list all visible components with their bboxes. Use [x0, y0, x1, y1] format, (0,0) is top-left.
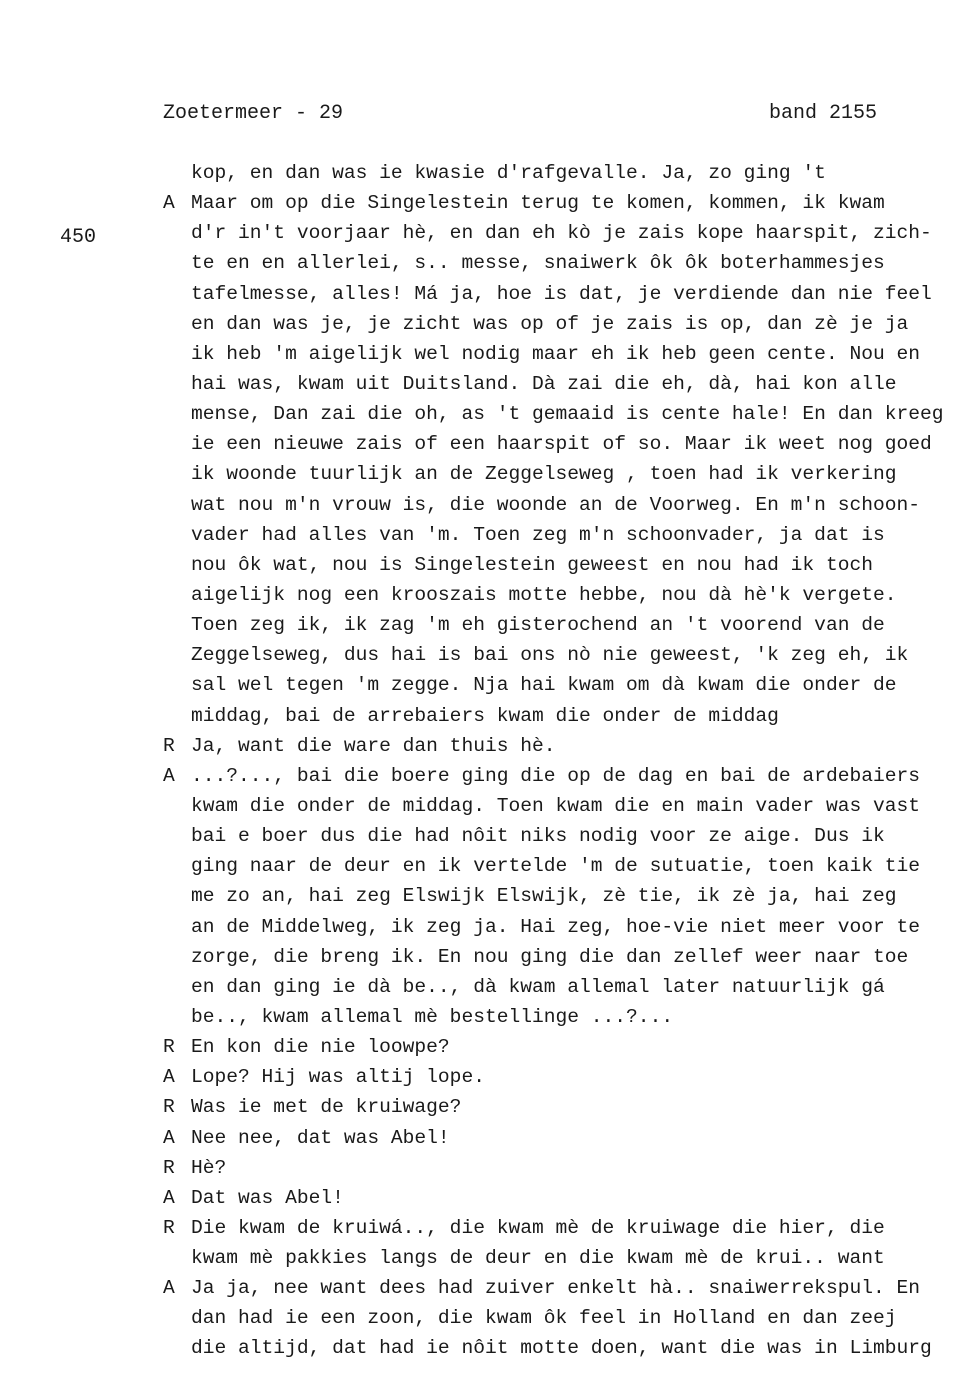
transcript-line — [163, 972, 973, 1002]
speaker-label: A — [163, 764, 175, 787]
transcript-body — [163, 158, 973, 1364]
line-text: bai e boer dus die had nôit niks nodig voor ze aige. Dus ik — [191, 825, 885, 848]
transcript-line — [163, 610, 973, 640]
speaker-label: A — [163, 1277, 175, 1300]
transcript-line — [163, 851, 973, 881]
line-text: Toen zeg ik, ik zag 'm eh gisterochend an 't voorend van de — [191, 614, 885, 637]
speaker-label: R — [163, 1156, 175, 1179]
line-text: Die kwam de kruiwá.., die kwam mè de kruiwage die hier, die — [191, 1216, 885, 1239]
line-text: Was ie met de kruiwage? — [191, 1096, 462, 1119]
transcript-line — [163, 791, 973, 821]
transcript-line — [163, 640, 973, 670]
transcript-line — [163, 731, 973, 761]
transcript-line — [163, 1243, 973, 1273]
line-text: tafelmesse, alles! Má ja, hoe is dat, je verdiende dan nie feel — [191, 282, 932, 305]
transcript-line — [163, 520, 973, 550]
line-text: Zeggelseweg, dus hai is bai ons nò nie geweest, 'k zeg eh, ik — [191, 644, 909, 667]
line-text: die altijd, dat had ie nôit motte doen, want die was in Limburg — [191, 1337, 932, 1360]
transcript-line — [163, 1032, 973, 1062]
line-text: Ja, want die ware dan thuis hè. — [191, 734, 556, 757]
line-text: ging naar de deur en ik vertelde 'm de sutuatie, toen kaik tie — [191, 855, 921, 878]
transcript-line — [163, 1213, 973, 1243]
transcript-line — [163, 821, 973, 851]
speaker-label: R — [163, 1036, 175, 1059]
line-text: Lope? Hij was altij lope. — [191, 1066, 485, 1089]
transcript-line — [163, 550, 973, 580]
transcript-line — [163, 429, 973, 459]
margin-counter-number: 450 — [60, 226, 97, 249]
line-text: Hè? — [191, 1156, 227, 1179]
line-text: hai was, kwam uit Duitsland. Dà zai die eh, dà, hai kon alle — [191, 372, 897, 395]
transcript-line — [163, 218, 973, 248]
transcript-line — [163, 1183, 973, 1213]
transcript-line — [163, 309, 973, 339]
transcript-line — [163, 670, 973, 700]
page-header-tape: band 2155 — [769, 102, 878, 125]
line-text: Nee nee, dat was Abel! — [191, 1126, 450, 1149]
line-text: be.., kwam allemal mè bestellinge ...?... — [191, 1005, 674, 1028]
line-text: dan had ie een zoon, die kwam ôk feel in Holland en dan zeej — [191, 1307, 897, 1330]
line-text: ik woonde tuurlijk an de Zeggelseweg , toen had ik verkering — [191, 463, 897, 486]
line-text: ie een nieuwe zais of een haarspit of so. Maar ik weet nog goed — [191, 433, 932, 456]
transcript-line — [163, 1002, 973, 1032]
transcript-line — [163, 279, 973, 309]
transcript-line — [163, 188, 973, 218]
line-text: kwam mè pakkies langs de deur en die kwam mè de krui.. want — [191, 1247, 885, 1270]
transcript-line — [163, 1092, 973, 1122]
transcript-line — [163, 701, 973, 731]
transcript-line — [163, 369, 973, 399]
line-text: en dan was je, je zicht was op of je zais is op, dan zè je ja — [191, 312, 909, 335]
line-text: wat nou m'n vrouw is, die woonde an de Voorweg. En m'n schoon- — [191, 493, 921, 516]
line-text: d'r in't voorjaar hè, en dan eh kò je zais kope haarspit, zich- — [191, 222, 932, 245]
line-text: mense, Dan zai die oh, as 't gemaaid is cente hale! En dan kreeg — [191, 403, 944, 426]
line-text: Dat was Abel! — [191, 1186, 344, 1209]
line-text: Maar om op die Singelestein terug te komen, kommen, ik kwam — [191, 192, 885, 215]
line-text: me zo an, hai zeg Elswijk Elswijk, zè tie, ik zè ja, hai zeg — [191, 885, 897, 908]
speaker-label: A — [163, 192, 175, 215]
transcript-line — [163, 248, 973, 278]
transcript-line — [163, 881, 973, 911]
line-text: vader had alles van 'm. Toen zeg m'n schoonvader, ja dat is — [191, 523, 885, 546]
transcript-line — [163, 1153, 973, 1183]
speaker-label: A — [163, 1186, 175, 1209]
transcript-line — [163, 399, 973, 429]
line-text: te en en allerlei, s.. messe, snaiwerk ôk ôk boterhammesjes — [191, 252, 885, 275]
line-text: an de Middelweg, ik zeg ja. Hai zeg, hoe-vie niet meer voor te — [191, 915, 921, 938]
page-header-location: Zoetermeer - 29 — [163, 102, 344, 125]
transcript-line — [163, 942, 973, 972]
transcript-line — [163, 339, 973, 369]
transcript-line — [163, 1333, 973, 1363]
transcript-line — [163, 1123, 973, 1153]
line-text: sal wel tegen 'm zegge. Nja hai kwam om dà kwam die onder de — [191, 674, 897, 697]
transcript-line — [163, 580, 973, 610]
speaker-label: R — [163, 734, 175, 757]
speaker-label: A — [163, 1126, 175, 1149]
line-text: ...?..., bai die boere ging die op de dag en bai de ardebaiers — [191, 764, 921, 787]
transcript-line — [163, 1273, 973, 1303]
transcript-line — [163, 158, 973, 188]
line-text: ik heb 'm aigelijk wel nodig maar eh ik heb geen cente. Nou en — [191, 342, 921, 365]
transcript-line — [163, 761, 973, 791]
line-text: En kon die nie loowpe? — [191, 1036, 450, 1059]
transcript-line — [163, 459, 973, 489]
line-text: Ja ja, nee want dees had zuiver enkelt hà.. snaiwerrekspul. En — [191, 1277, 921, 1300]
line-text: middag, bai de arrebaiers kwam die onder de middag — [191, 704, 779, 727]
line-text: zorge, die breng ik. En nou ging die dan zellef weer naar toe — [191, 945, 909, 968]
transcript-line — [163, 490, 973, 520]
transcript-line — [163, 1303, 973, 1333]
transcript-line — [163, 1062, 973, 1092]
line-text: en dan ging ie dà be.., dà kwam allemal later natuurlijk gá — [191, 975, 885, 998]
speaker-label: R — [163, 1096, 175, 1119]
line-text: nou ôk wat, nou is Singelestein geweest en nou had ik toch — [191, 553, 873, 576]
line-text: aigelijk nog een krooszais motte hebbe, nou dà hè'k vergete. — [191, 583, 897, 606]
line-text: kop, en dan was ie kwasie d'rafgevalle. Ja, zo ging 't — [191, 162, 826, 184]
speaker-label: A — [163, 1066, 175, 1089]
transcript-line — [163, 912, 973, 942]
speaker-label: R — [163, 1216, 175, 1239]
line-text: kwam die onder de middag. Toen kwam die en main vader was vast — [191, 794, 921, 817]
